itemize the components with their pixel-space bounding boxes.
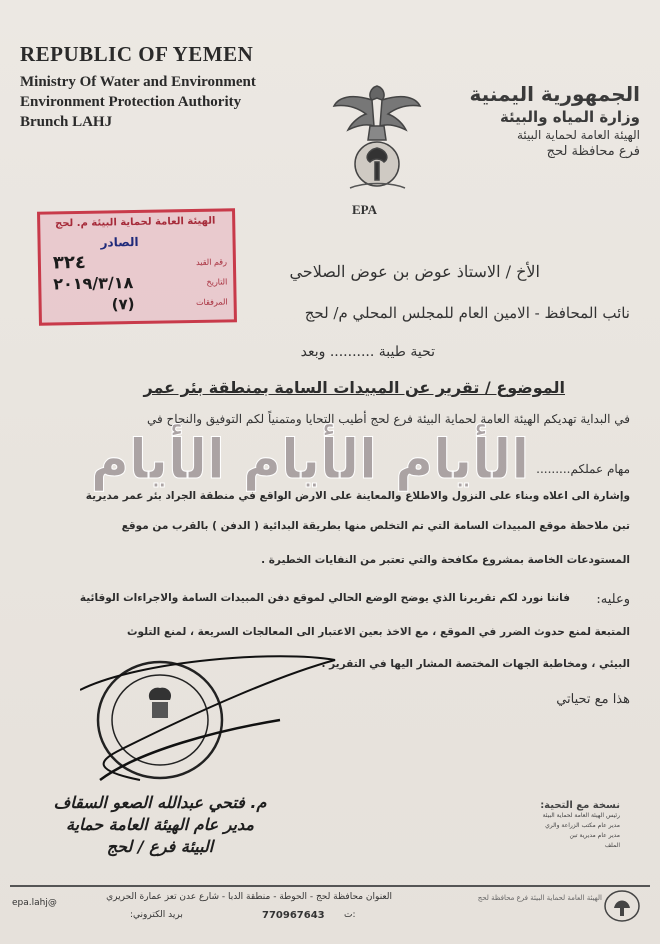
greeting: تحية طيبة .......... وبعد	[300, 344, 435, 360]
body-paragraph-1-line-2: تبن ملاحظة موقع المبيدات السامة التي تم التخلص منها بطريقة البدائية ( الدفن ) بالقرب من موقع	[121, 520, 630, 532]
copies-item: الملف	[604, 842, 620, 849]
closing-line: هذا مع تحياتي	[556, 692, 630, 707]
body-paragraph-2-line-2: المتبعة لمنع حدوث الضرر في الموقع ، مع الاخذ بعين الاعتبار الى المعالجات السريعة ، لمنع التلوث	[126, 626, 630, 638]
body-paragraph-1-line-3: المستودعات الخاصة بمشروع مكافحة والتي تعتبر من النفايات الخطيرة .	[261, 554, 630, 566]
stamp-date-value: ٢٠١٩/٣/١٨	[53, 273, 134, 294]
intro-line-1: في البداية تهديكم الهيئة العامة لحماية البيئة فرع لحج أطيب التحايا ومتمنياً لكم التوفيق والنجاح في	[146, 412, 630, 426]
intro-line-2: مهام عملكم.........	[536, 462, 630, 476]
yemen-eagle-emblem	[330, 78, 425, 218]
arabic-header-branch: فرع محافظة لحج	[546, 144, 640, 159]
subject-line: الموضوع / تقرير عن المبيدات السامة بمنطقة بئر عمر	[143, 378, 565, 397]
official-seal-and-signature	[80, 630, 340, 800]
footer-divider	[10, 885, 650, 887]
signatory-block	[40, 792, 280, 858]
footer-email-label: بريد الكتروني:	[130, 910, 183, 920]
stamp-attachments-value: (٧)	[111, 295, 135, 314]
stamp-attachments-label: المرفقات	[196, 297, 228, 307]
signatory-branch: البيئة فرع / لحج	[106, 837, 214, 856]
copies-title: نسخة مع التحية:	[540, 800, 620, 811]
footer-branch-text: الهيئة العامة لحماية البيئة فرع محافظة لحج	[477, 894, 602, 902]
arabic-header-ministry: وزارة المياه والبيئة	[499, 108, 640, 126]
newspaper-watermark: الأيام الأيام الأيام	[90, 428, 530, 492]
body-paragraph-1-line-1: وإشارة الى اعلاه وبناء على النزول والاطلاع والمعاينة على الارض الواقع في منطقة الجراد بئر عمر مديرية	[85, 490, 630, 502]
body-paragraph-2-lead: وعليه:	[596, 592, 630, 607]
english-header	[20, 42, 256, 132]
stamp-number-label: رقم القيد	[195, 257, 228, 267]
body-paragraph-2-line-3: البيئي ، ومخاطبة الجهات المختصة المشار اليها في التقرير .	[321, 658, 630, 670]
epa-small-logo-icon	[602, 888, 642, 924]
footer-phone-label: ت:	[344, 910, 356, 920]
arabic-header-country: الجمهورية اليمنية	[469, 82, 640, 106]
body-paragraph-2-line-1: فاننا نورد لكم تقريرنا الذي يوضح الوضع الحالي لموقع دفن المبيدات السامة والاجراءات الوقائية	[79, 592, 570, 604]
outgoing-stamp	[37, 208, 237, 325]
stamp-title: الهيئة العامة لحماية البيئة م. لحج	[54, 215, 216, 230]
recipient-name: الأخ / الاستاذ عوض بن عوض الصلاحي	[289, 262, 540, 281]
copies-item: مدير عام مكتب الزراعة والري	[545, 822, 620, 829]
signatory-name: م. فتحي عبدالله الصعو السقاف	[53, 793, 267, 812]
footer-email: epa.lahj@	[12, 898, 57, 908]
signatory-title: مدير عام الهيئة العامة حماية	[66, 815, 254, 834]
footer-address: العنوان محافظة لحج - الحوطة - منطقة الدبا - شارع عدن تعز عمارة الحريري	[106, 892, 392, 902]
copies-item: مدير عام مديرية تبن	[569, 832, 620, 839]
stamp-date-label: التاريخ	[206, 277, 228, 287]
header-authority: Environment Protection Authority	[20, 94, 242, 110]
footer-phone: 770967643	[262, 910, 325, 921]
arabic-header-authority: الهيئة العامة لحماية البيئة	[517, 128, 640, 142]
header-ministry: Ministry Of Water and Environment	[20, 74, 256, 90]
epa-label: EPA	[352, 202, 378, 217]
copies-list	[360, 800, 620, 851]
stamp-number-value: ٣٢٤	[52, 251, 87, 274]
copies-item: رئيس الهيئة العامة لحماية البيئة	[542, 812, 620, 819]
recipient-title: نائب المحافظ - الامين العام للمجلس المحلي م/ لحج	[304, 304, 630, 322]
arabic-header	[430, 82, 640, 159]
stamp-heading: الصادر	[100, 234, 139, 250]
header-country: REPUBLIC OF YEMEN	[20, 42, 254, 66]
header-branch: Brunch LAHJ	[20, 114, 113, 130]
